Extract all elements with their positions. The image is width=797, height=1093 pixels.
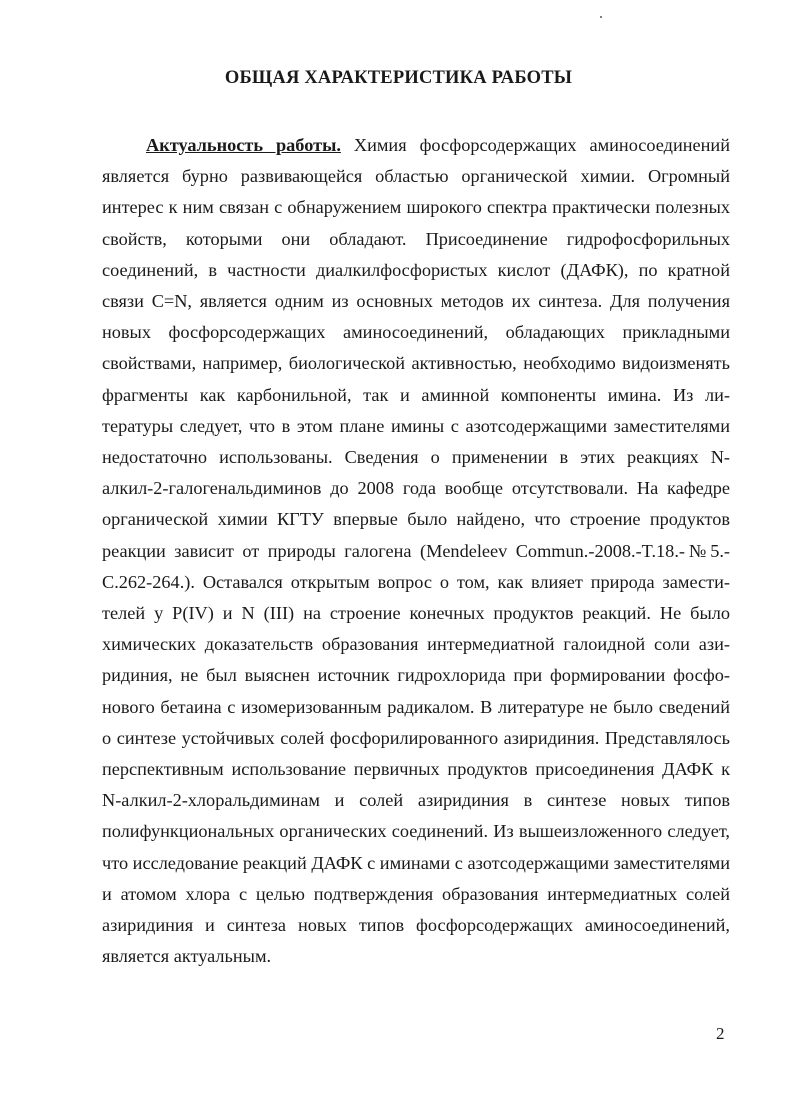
page-number: 2 — [716, 1024, 725, 1043]
scan-speck — [600, 16, 602, 18]
paragraph-lead: Актуальность работы. — [146, 135, 341, 155]
page-title: ОБЩАЯ ХАРАКТЕРИСТИКА РАБОТЫ — [224, 68, 573, 88]
paragraph-text: Химия фосфорсодержащих аминосоединений является бурно развивающейся областью органической химии. Огромный интерес к ним связан с обнаружением широкого спектра практически полезных свойств, которыми они обладают. Присоединение гидрофосфорильных соединений, в частности диалкилфосфористых кислот (ДАФК), по кратной связи C=N, является одним из основных методов их синтеза. Для получения новых фосфорсодержащих аминосоединений, обладающих прикладными свойствами, например, биологической активностью, необходимо видоизменять фрагменты как карбонильной, так и аминной компоненты имина. Из литературы следует, что в этом плане имины с азотсодержащими заместителями недостаточно использованы. Сведения о применении в этих реакциях N-алкил-2-галогенальдиминов до 2008 года вообще отсутствовали. На кафедре органической химии КГТУ впервые было найдено, что строение продуктов реакции зависит от природы галогена (Mendeleev Commun.-2008.-T.18.-№5.-C.262-264.). Оставался открытым вопрос о том, как влияет природа заместителей у P(IV) и N (III) на строение конечных продуктов реакций. Не было химических доказательств образования интермедиатной галоидной соли азиридиния, не был выяснен источник гидрохлорида при формировании фосфонового бетаина с изомеризованным радикалом. В литературе не было сведений о синтезе устойчивых солей фосфорилированного азиридиния. Представлялось перспективным использование первичных продуктов присоединения ДАФК к N-алкил-2-хлоральдиминам и солей азиридиния в синтезе новых типов полифункциональных органических соединений. Из вышеизложенного следует, что исследование реакций ДАФК с иминами с азотсодержащими заместителями и атомом хлора с целью подтверждения образования интермедиатных солей азиридиния и синтеза новых типов фосфорсодержащих аминосоединений, является актуальным. — [102, 135, 730, 967]
body-paragraph — [102, 130, 730, 972]
